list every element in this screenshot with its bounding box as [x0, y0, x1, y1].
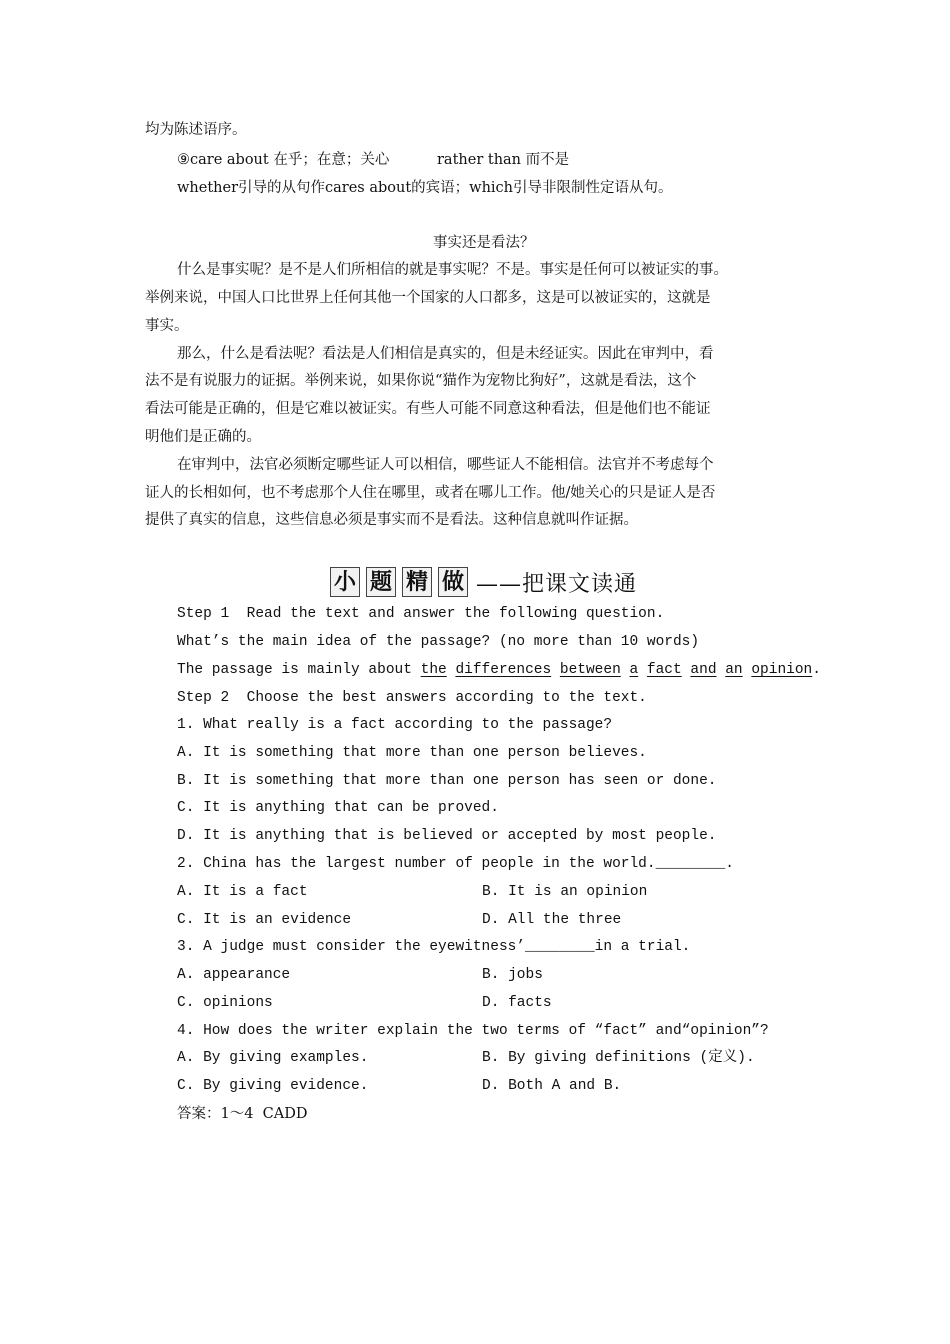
step-1-instruction: Step 1 Read the text and answer the following question.: [177, 606, 665, 622]
question-3-option-a: A. appearance: [177, 967, 291, 983]
boxed-heading-char: 精: [402, 567, 432, 597]
answer-word: differences: [455, 662, 552, 678]
question-2-stem: 2. China has the largest number of people in the world.________.: [177, 856, 734, 872]
question-1-stem: 1. What really is a fact according to the passage?: [177, 717, 613, 733]
question-3-option-b: B. jobs: [482, 967, 543, 983]
answer-word: and: [690, 662, 717, 678]
answer-word: an: [725, 662, 743, 678]
question-2-option-b: B. It is an opinion: [482, 884, 648, 900]
question-4-option-c: C. By giving evidence.: [177, 1078, 369, 1094]
question-1-option-b: B. It is something that more than one person has seen or done.: [177, 773, 717, 789]
answer-key: 答案：1～4 CADD: [177, 1106, 308, 1122]
translation-paragraph-line: 什么是事实呢？是不是人们所相信的就是事实呢？不是。事实是任何可以被证实的事。: [177, 262, 728, 278]
question-4-stem: 4. How does the writer explain the two terms of “fact” and“opinion”?: [177, 1023, 769, 1039]
translation-paragraph-line: 看法可能是正确的，但是它难以被证实。有些人可能不同意这种看法，但是他们也不能证: [145, 401, 711, 417]
translation-paragraph-line: 证人的长相如何，也不考虑那个人住在哪里，或者在哪儿工作。他/她关心的只是证人是否: [145, 485, 716, 501]
translation-paragraph-line: 法不是有说服力的证据。举例来说，如果你说“猫作为宠物比狗好”，这就是看法，这个: [145, 373, 697, 389]
answer-suffix: .: [812, 662, 821, 678]
note-9-explanation: whether引导的从句作cares about的宾语；which引导非限制性定语从句。: [177, 180, 673, 196]
note-9-care-about: ⑨care about 在乎；在意；关心: [177, 152, 390, 168]
answer-word: the: [420, 662, 447, 678]
translation-paragraph-line: 事实。: [145, 318, 189, 334]
question-1-option-c: C. It is anything that can be proved.: [177, 800, 499, 816]
section-heading: [330, 564, 637, 600]
question-2-option-d: D. All the three: [482, 912, 622, 928]
boxed-heading-char: 做: [438, 567, 468, 597]
translation-paragraph-line: 提供了真实的信息，这些信息必须是事实而不是看法。这种信息就叫作证据。: [145, 512, 638, 528]
question-3-option-d: D. facts: [482, 995, 552, 1011]
question-4-option-b: B. By giving definitions (定义).: [482, 1050, 755, 1066]
question-3-stem: 3. A judge must consider the eyewitness’________in a trial.: [177, 939, 691, 955]
translation-paragraph-line: 那么，什么是看法呢？看法是人们相信是真实的，但是未经证实。因此在审判中，看: [177, 346, 714, 362]
question-1-option-d: D. It is anything that is believed or accepted by most people.: [177, 828, 717, 844]
answer-word: a: [629, 662, 639, 678]
translation-title: 事实还是看法？: [433, 235, 535, 251]
answer-word: fact: [646, 662, 682, 678]
question-4-option-d: D. Both A and B.: [482, 1078, 622, 1094]
main-idea-question: What’s the main idea of the passage? (no more than 10 words): [177, 634, 700, 650]
question-3-option-c: C. opinions: [177, 995, 273, 1011]
question-2-option-a: A. It is a fact: [177, 884, 308, 900]
continued-text: 均为陈述语序。: [145, 122, 247, 138]
answer-word: between: [559, 662, 621, 678]
translation-paragraph-line: 举例来说，中国人口比世界上任何其他一个国家的人口都多，这是可以被证实的，这就是: [145, 290, 711, 306]
translation-paragraph-line: 在审判中，法官必须断定哪些证人可以相信，哪些证人不能相信。法官并不考虑每个: [177, 457, 714, 473]
main-idea-answer: [177, 660, 821, 680]
question-1-option-a: A. It is something that more than one person believes.: [177, 745, 647, 761]
translation-paragraph-line: 明他们是正确的。: [145, 429, 261, 445]
section-subtitle: ——把课文读通: [476, 571, 638, 597]
answer-word: opinion: [751, 662, 813, 678]
note-9-rather-than: rather than 而不是: [437, 152, 570, 168]
question-2-option-c: C. It is an evidence: [177, 912, 352, 928]
answer-prefix: The passage is mainly about: [177, 662, 421, 678]
boxed-heading-char: 题: [366, 567, 396, 597]
boxed-heading-char: 小: [330, 567, 360, 597]
question-4-option-a: A. By giving examples.: [177, 1050, 369, 1066]
step-2-instruction: Step 2 Choose the best answers according to the text.: [177, 690, 647, 706]
